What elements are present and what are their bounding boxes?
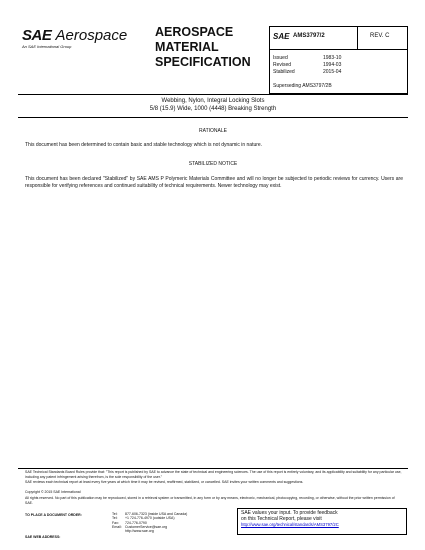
footer-policy: SAE Technical Standards Board Rules provide that: "This report is published by SAE to advance the state of technical and engineering sciences. The use of this report is entirely voluntary, and its applicability and suitability for any particular use, including any patent infringement arising therefrom, is the sole responsibility of the user."	[25, 470, 402, 479]
sae-aerospace-logo	[22, 28, 142, 49]
contact-value: 877-606-7323 (inside USA and Canada)	[125, 512, 188, 516]
logo-tagline: An SAE International Group	[22, 44, 72, 49]
rationale-heading: RATIONALE	[199, 128, 227, 134]
date-label: Stabilized	[273, 69, 295, 75]
footer-rights: All rights reserved. No part of this publication may be reproduced, stored in a retrieval system or transmitted, in any form or by any means, electronic, mechanical, photocopying, recording, or otherwise, without the prior written permission of SAE.	[25, 496, 395, 505]
contact-key: Email:	[112, 524, 122, 529]
contact-value[interactable]: CustomerService@sae.org	[125, 524, 168, 529]
feedback-box	[237, 508, 407, 535]
date-row	[273, 62, 341, 69]
website-link[interactable]: http://www.sae.org	[125, 529, 154, 534]
stabilized-text: This document has been declared "Stabilized" by SAE AMS P Polymeric Materials Committee and will no longer be subjected to periodic reviews for currency. Users are responsible for verifying references and continued suitability of technical requirements. Newer technology may exist.	[25, 176, 403, 189]
contact-key: Tel:	[112, 516, 118, 521]
contact-key: Fax:	[112, 520, 119, 525]
contact-value: +1 724-776-4970 (outside USA)	[125, 516, 175, 521]
contact-key	[112, 529, 125, 533]
footer-rule	[18, 468, 408, 469]
date-label: Revised	[273, 62, 292, 68]
contact-row	[112, 529, 187, 533]
title-line: MATERIAL	[155, 40, 219, 54]
superseding-note: Superseding AMS3797/2B	[273, 83, 332, 89]
date-value: 1994-03	[323, 62, 342, 68]
title-line: SPECIFICATION	[155, 55, 251, 69]
feedback-line: SAE values your input. To provide feedback	[241, 510, 338, 516]
date-row	[273, 55, 341, 62]
logo-abbr: SAE	[22, 27, 52, 44]
feedback-line: on this Technical Report, please visit	[241, 516, 322, 522]
document-dates	[273, 55, 341, 76]
header-divider	[357, 26, 358, 50]
subject-line: Webbing, Nylon, Integral Locking Slots	[161, 98, 265, 104]
date-label: Issued	[273, 55, 288, 61]
logo-wordmark	[22, 28, 142, 43]
rationale-text: This document has been determined to contain basic and stable technology which is not dynamic in nature.	[25, 142, 263, 148]
web-address-label: SAE WEB ADDRESS:	[25, 535, 61, 539]
contact-key: Tel:	[112, 512, 118, 516]
divider-rule	[18, 117, 408, 118]
document-subject	[18, 97, 408, 113]
stabilized-heading: STABILIZED NOTICE	[188, 161, 238, 167]
divider-rule	[18, 94, 408, 95]
document-type-title	[155, 25, 265, 70]
document-number: AMS3797/2	[293, 33, 325, 39]
contact-value: 724-776-0790	[125, 520, 147, 525]
revision-label: REV. C	[370, 33, 390, 39]
subject-line: 5/8 (15.9) Wide, 1000 (4448) Breaking Strength	[149, 106, 277, 112]
footer-review: SAE reviews each technical report at least every five years at which time it may be revised, reaffirmed, stabilized, or cancelled. SAE invites your written comments and suggestions.	[25, 480, 304, 484]
feedback-link[interactable]: http://www.sae.org/technical/standards/AMS3797/2C	[241, 522, 339, 527]
logo-name: Aerospace	[55, 27, 128, 44]
date-value: 1983-10	[323, 55, 342, 61]
order-contacts	[112, 512, 187, 533]
footer-copyright: Copyright © 2015 SAE International	[25, 490, 81, 494]
date-value: 2015-04	[323, 69, 342, 75]
title-line: AEROSPACE	[155, 25, 234, 39]
order-label: TO PLACE A DOCUMENT ORDER:	[25, 513, 82, 517]
sae-mark: SAE	[273, 32, 290, 41]
date-row	[273, 69, 341, 76]
